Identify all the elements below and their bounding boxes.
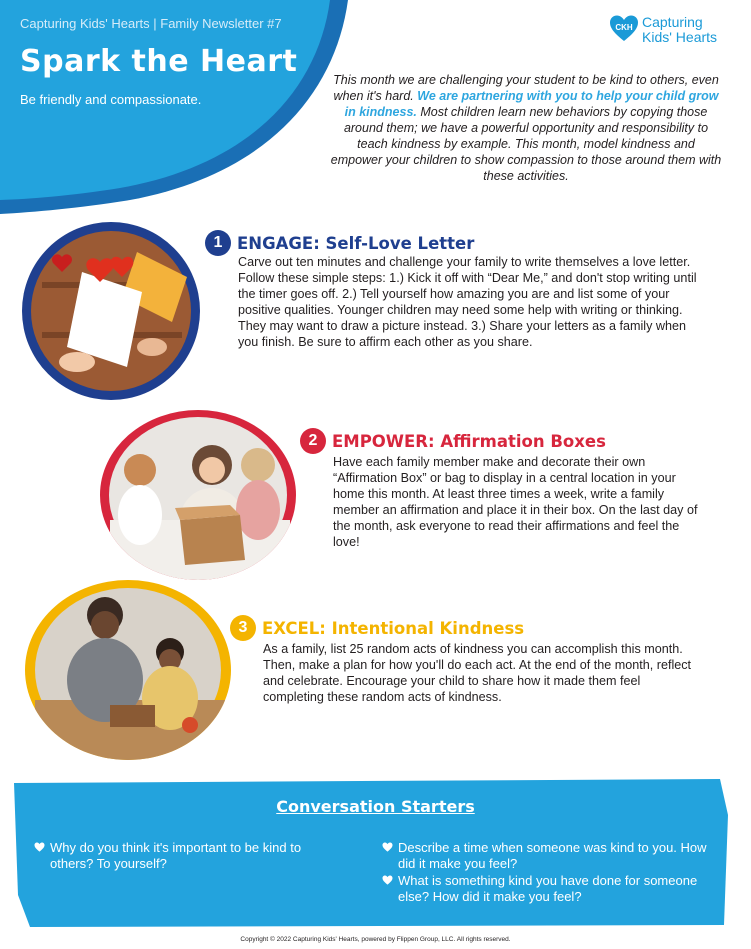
intro-part-1: This month we are challenging your student to be kind to others, even when it's hard.	[333, 73, 719, 103]
question-3-text: What is something kind you have done for someone else? How did it make you feel?	[398, 873, 698, 904]
logo-line-2: Kids' Hearts	[642, 29, 718, 45]
page-title: Spark the Heart	[20, 44, 298, 79]
cooking-together-photo	[25, 580, 231, 760]
heart-bullet-icon	[382, 842, 393, 852]
question-2	[398, 840, 708, 872]
section-1-body: Carve out ten minutes and challenge your family to write themselves a love letter. Follow these simple steps: 1.) Kick it off with “Dear Me,” and don't stop writing until the timer goes off. 2.) Tell yourself how amazing you are and list some of your positive qualities. Younger children may need some help with writing or thinking. They may want to draw a picture instead. 3.) Share your letters as a family when you finish. Be sure to affirm each other as you share.	[238, 255, 697, 349]
question-3	[398, 873, 708, 905]
logo-mark-text: CKH	[615, 23, 633, 32]
heart-logo-icon	[609, 14, 639, 44]
copyright-footer: Copyright © 2022 Capturing Kids' Hearts, powered by Flippen Group, LLC. All rights reserved.	[240, 936, 511, 943]
section-3-heading	[230, 615, 524, 641]
section-2-number: 2	[300, 428, 326, 454]
section-3-body: As a family, list 25 random acts of kindness you can accomplish this month. Then, make a plan for how you'll do each act. At the end of the month, reflect and celebrate. Encourage your child to share how it made them feel completing these random acts of kindness.	[263, 642, 692, 704]
section-2-heading	[300, 428, 606, 454]
intro-part-2: Most children learn new behaviors by copying those around them; we have a powerful opportunity and responsibility to teach kindness by example. This month, model kindness and empower your children to show compassion to those around them with these activities.	[330, 105, 722, 183]
section-1-number: 1	[205, 230, 231, 256]
page-tagline: Be friendly and compassionate.	[20, 92, 202, 107]
newsletter-brow: Capturing Kids' Hearts | Family Newsletter #7	[20, 16, 282, 31]
conversation-title: Conversation Starters	[276, 797, 475, 816]
logo-line-1: Capturing	[642, 14, 703, 30]
question-2-text: Describe a time when someone was kind to you. How did it make you feel?	[398, 840, 707, 871]
section-3-number: 3	[230, 615, 256, 641]
section-2-title: EMPOWER: Affirmation Boxes	[332, 431, 606, 451]
section-1-title: ENGAGE: Self-Love Letter	[237, 233, 475, 253]
intro-paragraph	[330, 72, 722, 184]
section-3-title: EXCEL: Intentional Kindness	[262, 618, 525, 638]
intro-emphasis: We are partnering with you to help your child grow in kindness.	[344, 89, 719, 119]
brand-logo	[609, 14, 744, 46]
heart-bullet-icon	[34, 842, 45, 852]
family-box-photo	[100, 410, 296, 580]
heart-bullet-icon	[382, 875, 393, 885]
letter-writing-photo	[22, 222, 200, 400]
section-2-body: Have each family member make and decorate their own “Affirmation Box” or bag to display in a central location in your home this month. At least three times a week, write a family member an affirmation and place it in their box. On the last day of the month, ask everyone to read their affirmations and feel the love!	[333, 455, 698, 549]
section-1-heading	[205, 230, 474, 256]
question-1	[50, 840, 340, 872]
question-1-text: Why do you think it's important to be kind to others? To yourself?	[50, 840, 302, 871]
